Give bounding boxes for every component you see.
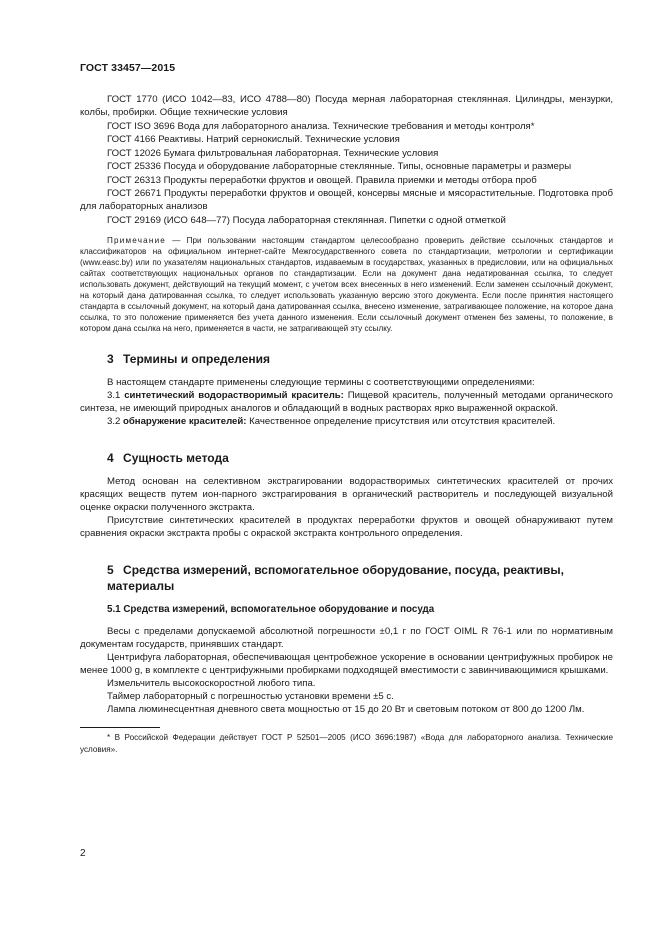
reference-item: ГОСТ 12026 Бумага фильтровальная лабораторная. Технические условия bbox=[107, 147, 439, 159]
section-number: 5 bbox=[107, 563, 114, 578]
reference-item: ГОСТ 4166 Реактивы. Натрий сернокислый. Технические условия bbox=[107, 134, 400, 145]
equipment-paragraph: Весы с пределами допускаемой абсолютной погрешности ±0,1 г по ГОСТ OIML R 76-1 или по нормативным документам государств, принявших стандарт. bbox=[80, 626, 613, 651]
reference-item: ГОСТ ISO 3696 Вода для лабораторного анализа. Технические требования и методы контроля* bbox=[107, 120, 535, 132]
term-definition: Качественное определение присутствия или отсутствия красителей. bbox=[246, 416, 556, 428]
subsection-title: Средства измерений, вспомогательное оборудование и посуда bbox=[123, 604, 435, 616]
reference-item: ГОСТ 1770 (ИСО 1042—83, ИСО 4788—80) Посуда мерная лабораторная стеклянная. Цилиндры, мензурки, колбы, пробирки. Общие технические условия bbox=[80, 94, 613, 118]
note-text: — При пользовании настоящим стандартом целесообразно проверить действие ссылочных стандартов и классификаторов на официальном интернет-сайте Межгосударственного совета по стандартизации, метрологии и сертификации (www.easc.by) или по указателям национальных стандартов, издаваемым в государствах, указанных в предисловии, или на официальных сайтах соответствующих национальных органов по стандартизации. Если на документ дана недатированная ссылка, то следует использовать документ, действующий на текущий момент, с учетом всех внесенных в него изменений. Если заменен ссылочный документ, на который дана датированная ссылка, то следует использовать указанную версию этого документа. Если после принятия настоящего стандарта в ссылочный документ, на который дана датированная ссылка, внесено изменение, затрагивающее положение, на которое дана ссылка, то это положение применяется без учета данного изменения. Если ссылочный документ отменен без замены, то положение, в котором дана ссылка на него, применяется в части, не затрагивающей эту ссылку. bbox=[80, 235, 613, 334]
section-title: Термины и определения bbox=[123, 352, 271, 367]
note bbox=[80, 235, 613, 335]
section-4-heading bbox=[80, 450, 613, 466]
subsection-number: 5.1 bbox=[107, 604, 121, 616]
section-number: 4 bbox=[107, 451, 114, 466]
equipment-paragraph: Лампа люминесцентная дневного света мощностью от 15 до 20 Вт и световым потоком от 800 до 1200 Лм. bbox=[107, 704, 585, 716]
document-header: ГОСТ 33457—2015 bbox=[80, 62, 176, 74]
term-number: 3.1 bbox=[107, 390, 121, 402]
normative-references bbox=[80, 93, 613, 227]
section-5-heading bbox=[80, 562, 613, 594]
footnote-divider bbox=[80, 727, 160, 728]
section-title: Средства измерений, вспомогательное оборудование, посуда, реактивы, материалы bbox=[107, 563, 564, 594]
section-number: 3 bbox=[107, 352, 114, 367]
term-name: синтетический водорастворимый краситель: bbox=[124, 390, 344, 402]
document-body bbox=[80, 93, 613, 755]
term-3-1 bbox=[80, 389, 613, 415]
note-label: Примечание bbox=[107, 235, 167, 245]
subsection-5-1-heading bbox=[80, 603, 613, 616]
equipment-paragraph: Таймер лабораторный с погрешностью установки времени ±5 с. bbox=[107, 691, 394, 703]
reference-item: ГОСТ 26671 Продукты переработки фруктов и овощей, консервы мясные и мясорастительные. Подготовка проб для лабораторных анализов bbox=[80, 188, 613, 212]
equipment-paragraph: Центрифуга лабораторная, обеспечивающая центробежное ускорение в основании центрифужных пробирок не менее 1000 g, в комплекте с центрифужными пробирками подходящей вместимости с завинчивающимися крышками. bbox=[80, 652, 613, 677]
section-3-heading bbox=[80, 351, 613, 367]
section-title: Сущность метода bbox=[123, 451, 229, 466]
footnote: * В Российской Федерации действует ГОСТ Р 52501—2005 (ИСО 3696:1987) «Вода для лабораторного анализа. Технические условия». bbox=[80, 733, 613, 754]
term-number: 3.2 bbox=[107, 416, 121, 428]
term-name: обнаружение красителей: bbox=[123, 416, 247, 428]
section-4-paragraph: Присутствие синтетических красителей в продуктах переработки фруктов и овощей обнаруживают путем сравнения окраски экстракта пробы с окраской экстракта контрольного определения. bbox=[80, 515, 613, 540]
section-4-paragraph: Метод основан на селективном экстрагировании водорастворимых синтетических красителей от прочих красящих веществ путем ион-парного экстрагирования в органический растворитель и последующей визуальной оценке окраски полученного экстракта. bbox=[80, 476, 613, 514]
section-3-intro: В настоящем стандарте применены следующие термины с соответствующими определениями: bbox=[107, 377, 535, 389]
page-number: 2 bbox=[80, 848, 86, 859]
equipment-paragraph: Измельчитель высокоскоростной любого типа. bbox=[107, 678, 316, 690]
reference-item: ГОСТ 26313 Продукты переработки фруктов и овощей. Правила приемки и методы отбора проб bbox=[107, 174, 537, 186]
term-3-2 bbox=[80, 415, 613, 428]
reference-item: ГОСТ 29169 (ИСО 648—77) Посуда лабораторная стеклянная. Пипетки с одной отметкой bbox=[107, 214, 506, 226]
term-definition: Пищевой краситель, полученный методами органического синтеза, не имеющий природных аналогов и обладающий в водных растворах ярко выраженной окраской. bbox=[80, 390, 613, 415]
reference-item: ГОСТ 25336 Посуда и оборудование лабораторные стеклянные. Типы, основные параметры и размеры bbox=[107, 161, 572, 172]
